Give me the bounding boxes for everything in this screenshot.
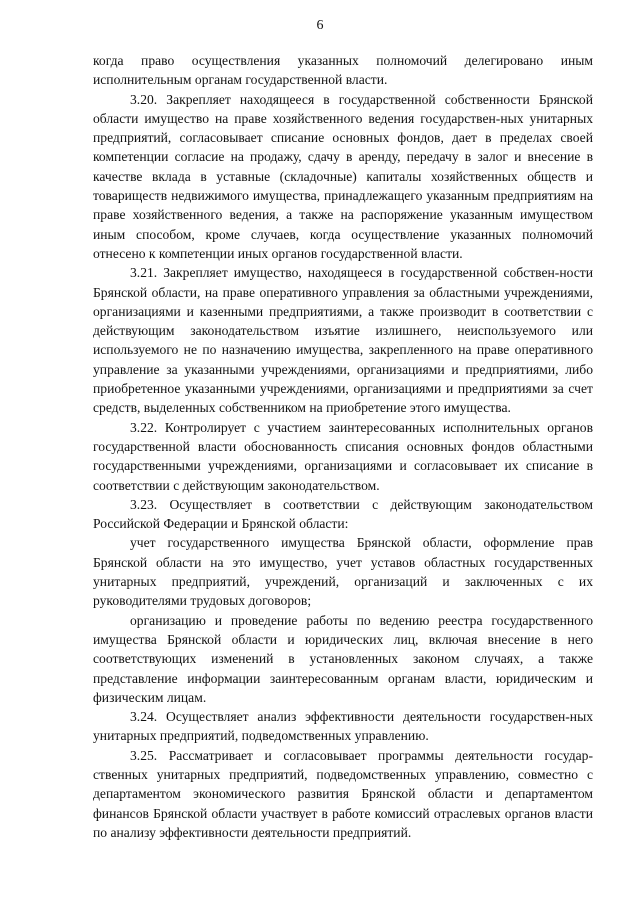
paragraph-3-20: 3.20. Закрепляет находящееся в государственной собственности Брянской области имущество на праве хозяйственного ведения государствен-ных унитарных предприятий, согласовывает списание основных фондов, дает в пределах своей компетенции согласие на продажу, сдачу в аренду, передачу в залог и внесение в качестве вклада в уставные (складочные) капиталы хозяйственных обществ и товариществ недвижимого имущества, принадлежащего указанным предприятиям на праве хозяйственного ведения, а также на распоряжение указанным имуществом иным способом, кроме случаев, когда осуществление указанных полномочий отнесено к компетенции иных органов государственной власти.: [93, 91, 593, 261]
paragraph-3-24: 3.24. Осуществляет анализ эффективности деятельности государствен-ных унитарных предприятий, подведомственных управлению.: [93, 709, 593, 744]
paragraph-3-23: 3.23. Осуществляет в соответствии с действующим законодательством Российской Федерации и Брянской области:: [93, 496, 593, 532]
paragraph-3-23-item-registry: организацию и проведение работы по ведению реестра государственного имущества Брянской области и юридических лиц, включая внесение в него соответствующих изменений в установленных законом случаях, а также представление информации заинтересованным органам власти, юридическим и физическим лицам.: [93, 612, 593, 705]
paragraph-3-22: 3.22. Контролирует с участием заинтересованных исполнительных органов государственной власти обоснованность списания основных фондов областными государственными учреждениями, организациями и согласовывает их списание в соответствии с действующим законодательством.: [93, 419, 593, 493]
paragraph-continuation: когда право осуществления указанных полномочий делегировано иным исполнительным органам государственной власти.: [93, 53, 593, 88]
paragraph-3-25: 3.25. Рассматривает и согласовывает программы деятельности государ-ственных унитарных предприятий, подведомственных управлению, совместно с департаментом экономического развития Брянской области и департаментом финансов Брянской области участвует в работе комиссий отраслевых органов власти по анализу эффективности деятельности предприятий.: [93, 747, 593, 840]
paragraph-3-21: 3.21. Закрепляет имущество, находящееся в государственной собствен-ности Брянской области, на праве оперативного управления за областными учреждениями, организациями и казенными предприятиями, а также производит в соответствии с действующим законодательством изъятие излишнего, неиспользуемого или используемого не по назначению имущества, закрепленного на праве оперативного управление за указанными учреждениями, организациями и предприятиями, либо приобретенное указанными учреждениями, организациями и предприятиями за счет средств, выделенных собственником на приобретение этого имущества.: [93, 265, 593, 416]
paragraph-3-23-item-accounting: учет государственного имущества Брянской области, оформление прав Брянской области на это имущество, учет уставов областных государственных унитарных предприятий, учреждений, организаций и заключенных с их руководителями трудовых договоров;: [93, 535, 593, 609]
page-number: 6: [316, 18, 324, 33]
document-body: [93, 51, 593, 842]
